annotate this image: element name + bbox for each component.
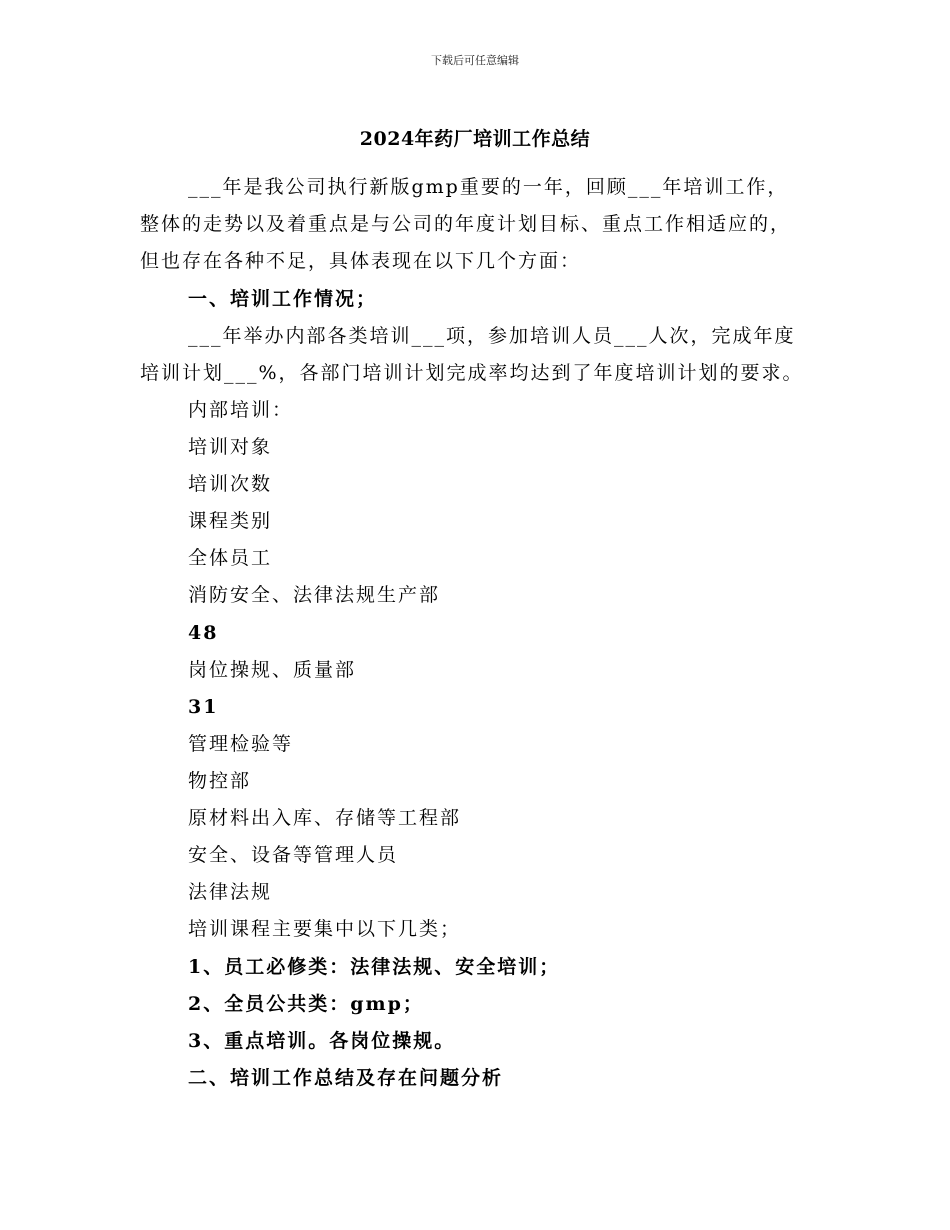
document-title: 2024年药厂培训工作总结 <box>359 128 591 150</box>
header-note: 下载后可任意编辑 <box>431 54 519 67</box>
section1-para-line-2: 培训计划___%，各部门培训计划完成率均达到了年度培训计划的要求。 <box>140 362 804 384</box>
intro-line-1: ___年是我公司执行新版gmp重要的一年，回顾___年培训工作， <box>188 176 789 198</box>
list-item: 培训对象 <box>188 436 273 458</box>
section1-para-line-1: ___年举办内部各类培训___项，参加培训人员___人次，完成年度 <box>188 325 796 347</box>
category-item: 3、重点培训。各岗位操规。 <box>188 1030 456 1052</box>
list-item: 物控部 <box>188 770 252 792</box>
list-item: 全体员工 <box>188 547 273 569</box>
section1-heading: 一、培训工作情况； <box>188 288 378 310</box>
category-item: 1、员工必修类：法律法规、安全培训； <box>188 956 561 978</box>
category-item: 2、全员公共类：gmp； <box>188 993 424 1015</box>
list-item: 管理检验等 <box>188 733 294 755</box>
list-item-number: 48 <box>188 622 219 644</box>
list-item: 原材料出入库、存储等工程部 <box>188 807 462 829</box>
section2-heading: 二、培训工作总结及存在问题分析 <box>188 1067 504 1089</box>
list-item: 法律法规 <box>188 881 273 903</box>
list-item: 消防安全、法律法规生产部 <box>188 584 441 606</box>
list-item: 岗位操规、质量部 <box>188 659 357 681</box>
intro-line-3: 但也存在各种不足，具体表现在以下几个方面： <box>140 250 582 272</box>
list-item: 培训次数 <box>188 473 273 495</box>
list-item: 内部培训： <box>188 399 294 421</box>
list-item: 培训课程主要集中以下几类； <box>188 918 462 940</box>
list-item-number: 31 <box>188 696 219 718</box>
list-item: 安全、设备等管理人员 <box>188 844 399 866</box>
intro-line-2: 整体的走势以及着重点是与公司的年度计划目标、重点工作相适应的， <box>140 213 792 235</box>
list-item: 课程类别 <box>188 510 273 532</box>
